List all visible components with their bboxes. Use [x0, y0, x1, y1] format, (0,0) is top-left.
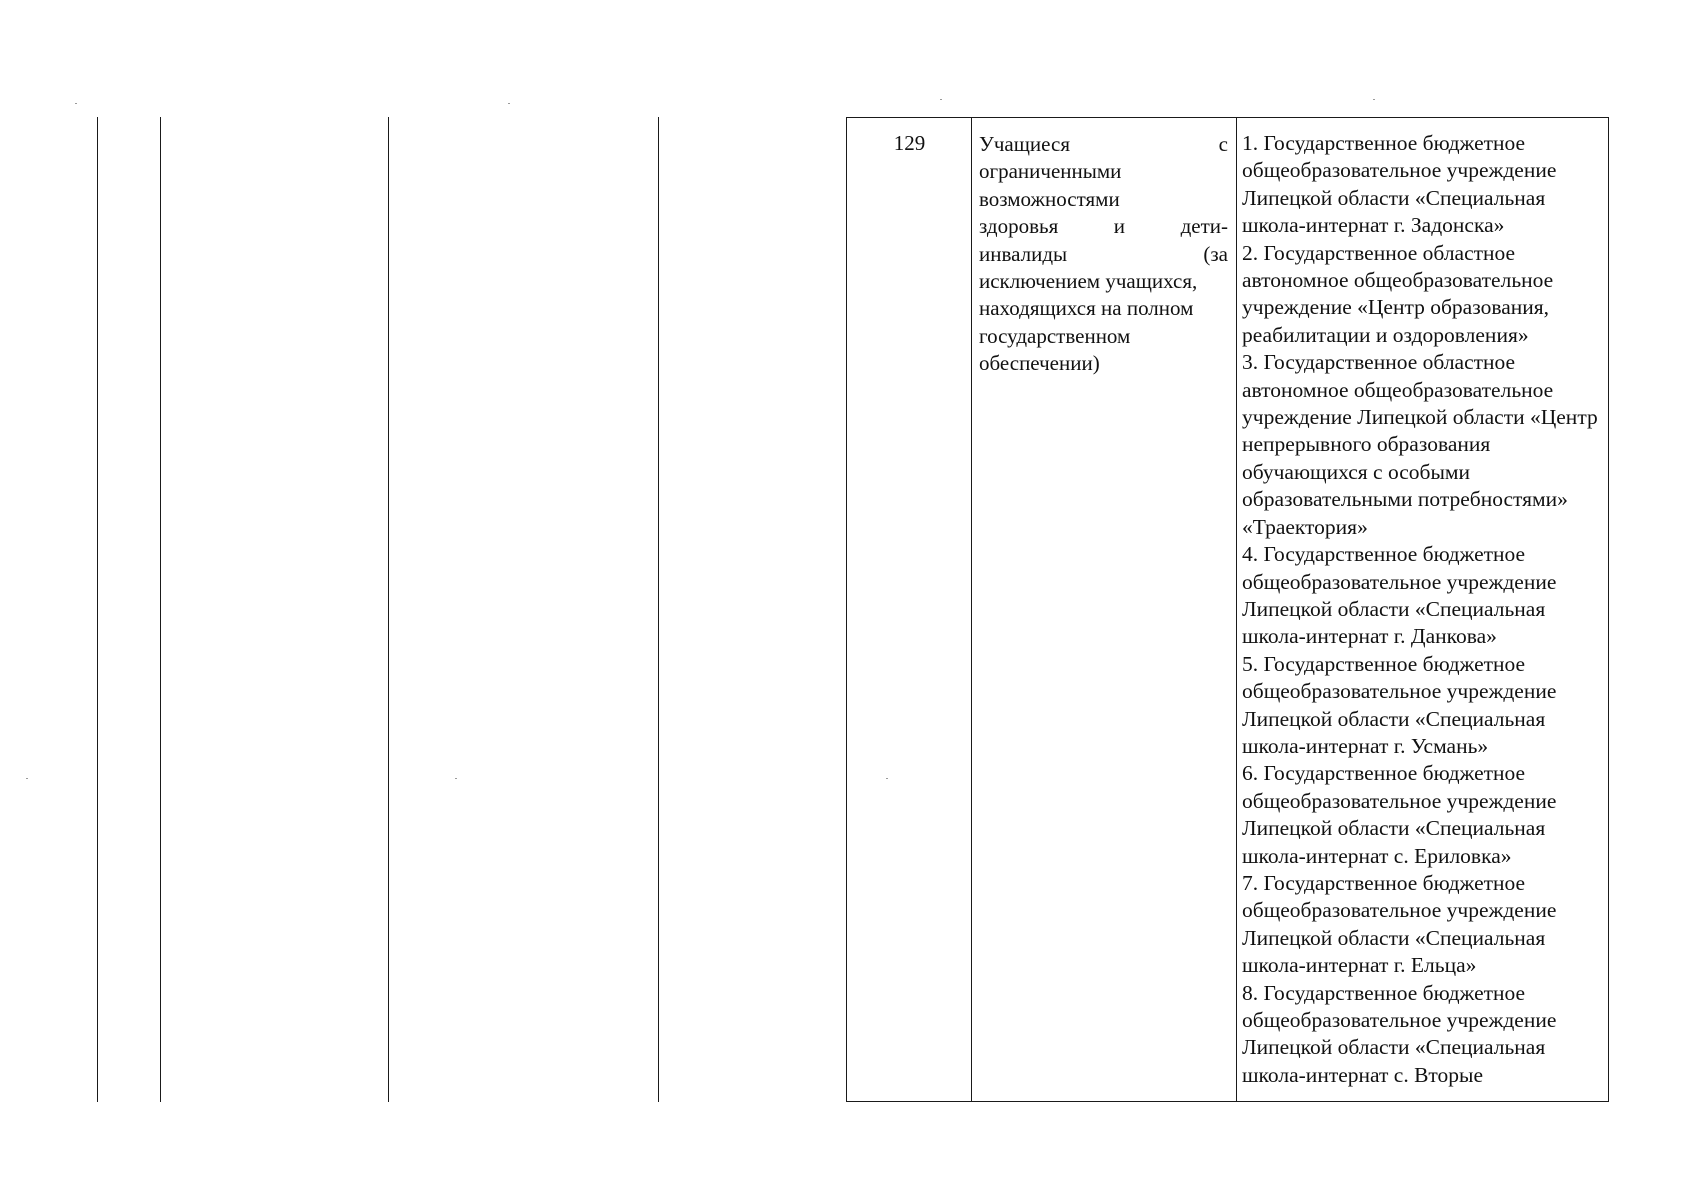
category-line — [979, 268, 1228, 295]
institutions-list — [1242, 130, 1604, 1089]
category-line — [979, 186, 1228, 213]
category-word: возможностями — [979, 186, 1120, 211]
institution-item: 3. Государственное областное автономное общеобразовательное учреждение Липецкой области «Центр непрерывного образования обучающихся с особыми образовательными потребностями» «Траектория» — [1242, 350, 1598, 539]
left-column-rule — [388, 117, 389, 1102]
scan-speck — [508, 103, 510, 104]
benefit-table — [846, 117, 1609, 1102]
institution-item: 4. Государственное бюджетное общеобразовательное учреждение Липецкой области «Специальная школа-интернат г. Данкова» — [1242, 542, 1557, 649]
category-line — [979, 295, 1228, 322]
row-number-cell — [847, 118, 972, 1101]
left-column-rule — [658, 117, 659, 1102]
left-column-rule — [160, 117, 161, 1102]
category-line — [979, 350, 1228, 377]
institutions-cell — [1237, 118, 1608, 1101]
category-line — [979, 131, 1228, 158]
scan-speck — [75, 103, 77, 104]
scan-speck — [1373, 99, 1375, 100]
row-number: 129 — [893, 131, 926, 155]
scan-speck — [940, 99, 942, 100]
scan-speck — [455, 778, 457, 779]
category-word: и — [1113, 214, 1126, 239]
institution-item: 7. Государственное бюджетное общеобразовательное учреждение Липецкой области «Специальная школа-интернат г. Ельца» — [1242, 870, 1557, 978]
left-column-rule — [97, 117, 98, 1102]
institution-item: 1. Государственное бюджетное общеобразовательное учреждение Липецкой области «Специальная школа-интернат г. Задонска» — [1242, 131, 1557, 238]
category-text — [979, 131, 1228, 378]
category-word: с — [1218, 132, 1228, 156]
category-word: находящихся на полном — [979, 296, 1194, 321]
category-word: Учащиеся — [979, 132, 1070, 156]
category-word: исключением учащихся, — [979, 269, 1198, 294]
institution-item: 8. Государственное бюджетное общеобразовательное учреждение Липецкой области «Специальная школа-интернат с. Вторые — [1242, 980, 1557, 1087]
category-word: дети- — [1180, 214, 1228, 239]
category-line — [979, 323, 1228, 350]
category-line — [979, 241, 1228, 268]
category-word: ограниченными — [979, 159, 1122, 184]
institution-item: 5. Государственное бюджетное общеобразовательное учреждение Липецкой области «Специальная школа-интернат г. Усмань» — [1242, 651, 1557, 758]
category-word: (за — [1203, 241, 1228, 266]
category-line — [979, 158, 1228, 185]
category-cell — [972, 118, 1237, 1101]
institution-item: 6. Государственное бюджетное общеобразовательное учреждение Липецкой области «Специальная школа-интернат с. Ериловка» — [1242, 761, 1557, 868]
scan-speck — [26, 778, 28, 779]
category-word: инвалиды — [979, 241, 1068, 266]
category-line — [979, 213, 1228, 240]
category-word: обеспечении) — [979, 351, 1100, 376]
category-word: здоровья — [979, 214, 1059, 239]
category-word: государственном — [979, 323, 1131, 348]
institution-item: 2. Государственное областное автономное общеобразовательное учреждение «Центр образования, реабилитации и оздоровления» — [1242, 240, 1554, 347]
